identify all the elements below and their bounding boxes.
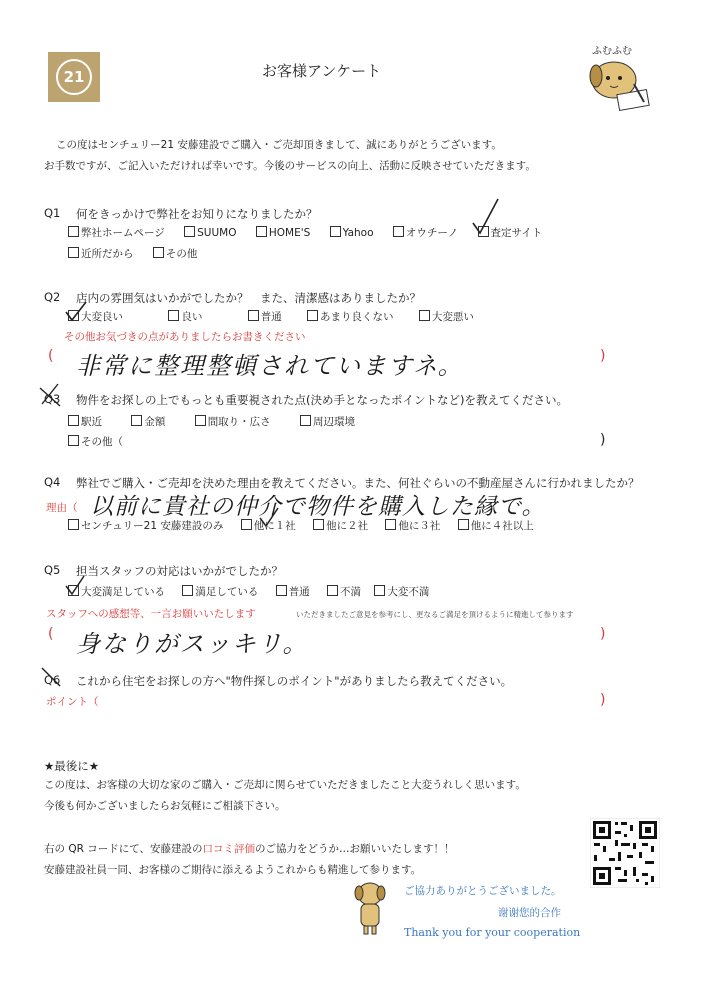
q5-label: Q5 <box>44 563 61 577</box>
checkbox[interactable] <box>68 247 79 258</box>
q4-handwritten-answer: 以前に貴社の仲介で物件を購入した縁で。 <box>90 494 546 520</box>
checkbox[interactable] <box>131 415 142 426</box>
checkbox[interactable] <box>458 519 469 530</box>
q2-option[interactable] <box>419 311 474 323</box>
option-label: 間取り・広さ <box>207 416 271 428</box>
q4-option[interactable] <box>68 520 223 532</box>
q1-label: Q1 <box>44 206 61 220</box>
paren-close: ) <box>600 432 606 448</box>
check-mark-icon <box>258 506 280 530</box>
option-label: Yahoo <box>342 227 374 239</box>
q4-option[interactable] <box>458 520 534 532</box>
qr-line-pre: 右の QR コードにて、安藤建設の <box>44 843 203 855</box>
option-label: あまり良くない <box>320 311 394 323</box>
q5-note-small: いただきましたご意見を参考にし、更なるご満足を頂けるように精進して参ります <box>296 610 574 619</box>
paren-close: ) <box>600 692 606 708</box>
option-label: 大変満足している <box>81 586 165 598</box>
option-label: HOME'S <box>268 227 311 239</box>
q5-note: スタッフへの感想等、一言お願いいたします <box>46 608 256 620</box>
checkbox[interactable] <box>385 519 396 530</box>
checkbox[interactable] <box>68 519 79 530</box>
checkbox[interactable] <box>68 435 79 446</box>
closing-line-4: 安藤建設社員一同、お客様のご期待に添えるようこれからも精進して参ります。 <box>44 864 422 876</box>
checkbox[interactable] <box>168 310 179 321</box>
option-label: 弊社ホームページ <box>81 227 165 239</box>
checkbox[interactable] <box>182 585 193 596</box>
qr-line-highlight: 口コミ評価 <box>202 843 256 855</box>
option-label: 他に３社 <box>398 520 441 532</box>
checkbox[interactable] <box>153 247 164 258</box>
option-label: 大変良い <box>81 311 123 323</box>
option-label: 近所だから <box>81 248 134 260</box>
q4-options <box>68 518 550 533</box>
qr-line-post: のご協力をどうか…お願いいたします！！ <box>255 843 455 855</box>
intro-line-2: お手数ですが、ご記入いただければ幸いです。今後のサービスの向上、活動に反映させていただきます。 <box>44 160 536 172</box>
option-label: その他（ <box>81 436 123 448</box>
option-label: 普通 <box>260 311 282 323</box>
option-label: 査定サイト <box>490 227 543 239</box>
option-label: 他に１社 <box>253 520 296 532</box>
closing-heading: ★最後に★ <box>44 759 100 773</box>
q3-option[interactable] <box>68 416 102 428</box>
q5-option[interactable] <box>182 586 258 598</box>
checkbox[interactable] <box>327 585 338 596</box>
q5-options <box>68 584 445 599</box>
century21-logo <box>48 52 100 102</box>
dog-mascot-bowing-icon <box>352 880 388 936</box>
checkbox-checked[interactable] <box>241 519 252 530</box>
q3-other[interactable] <box>68 434 123 449</box>
q2-option[interactable] <box>168 311 202 323</box>
mascot-caption: ふむふむ <box>592 46 632 57</box>
option-label: 周辺環境 <box>313 416 356 428</box>
checkbox[interactable] <box>313 519 324 530</box>
q5-option[interactable] <box>276 586 310 598</box>
q2-note: その他お気づきの点がありましたらお書きください <box>64 331 306 343</box>
checkbox[interactable] <box>307 310 318 321</box>
q2-handwritten-answer: 非常に整理整頓されていますネ。 <box>76 352 464 380</box>
q6-question: これから住宅をお探しの方へ"物件探しのポイント"がありましたら教えてください。 <box>76 674 513 688</box>
q2-question: 店内の雰囲気はいかがでしたか？ また、清潔感はありましたか？ <box>76 291 421 305</box>
page-title: お客様アンケート <box>262 62 382 80</box>
q1-question: 何をきっかけで弊社をお知りになりましたか？ <box>76 207 318 221</box>
q5-option[interactable] <box>374 586 429 598</box>
q2-option[interactable] <box>307 311 394 323</box>
q3-option[interactable] <box>300 416 355 428</box>
q5-handwritten-answer: 身なりがスッキリ。 <box>76 630 309 658</box>
check-mark-icon <box>64 574 86 598</box>
q1-option[interactable] <box>153 248 198 260</box>
q2-label: Q2 <box>44 290 61 304</box>
option-label: SUUMO <box>197 227 237 239</box>
checkbox[interactable] <box>393 226 404 237</box>
checkbox[interactable] <box>68 226 79 237</box>
paren-open: ( <box>48 626 54 642</box>
option-label: 駅近 <box>81 416 102 428</box>
option-label: 普通 <box>288 586 310 598</box>
closing-line-2: 今後も何かございましたらお気軽にご相談下さい。 <box>44 800 286 812</box>
checkbox[interactable] <box>330 226 341 237</box>
dog-mascot-writing-icon <box>584 54 660 112</box>
option-label: 良い <box>181 311 203 323</box>
thanks-english: Thank you for your cooperation <box>404 926 581 939</box>
q4-option[interactable] <box>313 520 368 532</box>
q1-option[interactable] <box>256 227 310 239</box>
checkbox[interactable] <box>256 226 267 237</box>
paren-close: ) <box>600 348 606 364</box>
thanks-japanese: ご協力ありがとうございました。 <box>404 885 562 897</box>
checkbox[interactable] <box>300 415 311 426</box>
checkbox[interactable] <box>419 310 430 321</box>
qr-code[interactable] <box>590 818 660 888</box>
q1-option[interactable] <box>68 248 134 260</box>
checkbox[interactable] <box>248 310 259 321</box>
q6-point-label: ポイント（ <box>46 696 99 708</box>
option-label: 他に２社 <box>326 520 369 532</box>
option-label: その他 <box>165 248 198 260</box>
q1-option[interactable] <box>330 227 374 239</box>
q5-option[interactable] <box>327 586 361 598</box>
checkbox[interactable] <box>184 226 195 237</box>
check-mark-icon <box>36 382 64 410</box>
q1-option[interactable] <box>393 227 458 239</box>
check-mark-icon <box>470 197 500 237</box>
q2-option[interactable] <box>248 311 282 323</box>
q3-option[interactable] <box>131 416 165 428</box>
option-label: センチュリー21 安藤建設のみ <box>81 520 224 532</box>
q4-option[interactable] <box>385 520 440 532</box>
option-label: 他に４社以上 <box>470 520 534 532</box>
qr-request-line <box>44 841 455 856</box>
logo-text: 21 <box>56 59 92 95</box>
q4-question: 弊社でご購入・ご売却を決めた理由を教えてください。また、何社ぐらいの不動産屋さんに行かれましたか？ <box>76 476 640 490</box>
check-mark-icon <box>38 664 64 690</box>
q3-label: Q3 <box>44 392 61 406</box>
q4-reason-label: 理由（ <box>46 502 78 514</box>
q1-options-row2 <box>68 246 213 261</box>
option-label: 満足している <box>195 586 259 598</box>
option-label: 不満 <box>340 586 362 598</box>
paren-open: ( <box>48 348 54 364</box>
q3-options <box>68 414 371 429</box>
option-label: 大変不満 <box>387 586 430 598</box>
checkbox[interactable] <box>68 415 79 426</box>
checkbox[interactable] <box>195 415 206 426</box>
checkbox[interactable] <box>276 585 287 596</box>
thanks-chinese: 谢谢您的合作 <box>498 907 561 919</box>
check-mark-icon <box>64 300 88 324</box>
closing-line-1: この度は、お客様の大切な家のご購入・ご売却に関らせていただきましたこと大変うれしく思います。 <box>44 779 526 791</box>
q6-label: Q6 <box>44 673 61 687</box>
q3-question: 物件をお探しの上でもっとも重要視された点(決め手となったポイントなど)を教えてください。 <box>76 393 568 407</box>
option-label: 金額 <box>144 416 166 428</box>
checkbox[interactable] <box>374 585 385 596</box>
paren-close: ) <box>600 626 606 642</box>
intro-line-1: この度はセンチュリー21 安藤建設でご購入・ご売却頂きまして、誠にありがとうございます。 <box>56 139 502 151</box>
q3-option[interactable] <box>195 416 271 428</box>
q4-label: Q4 <box>44 475 61 489</box>
q5-question: 担当スタッフの対応はいかがでしたか？ <box>76 564 283 578</box>
option-label: オウチーノ <box>405 227 459 239</box>
q2-options <box>68 309 490 324</box>
option-label: 大変悪い <box>431 311 474 323</box>
q1-option[interactable] <box>184 227 236 239</box>
q1-option[interactable] <box>68 227 165 239</box>
